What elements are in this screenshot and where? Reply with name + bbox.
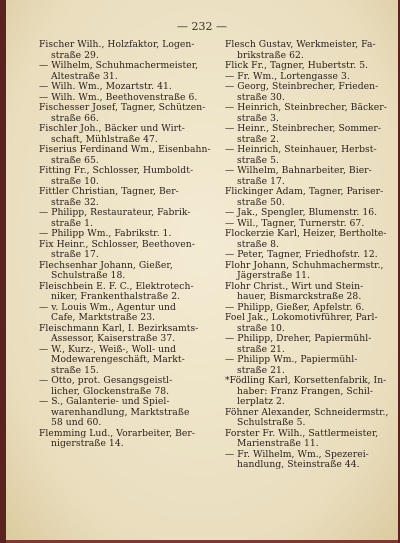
entry-line: 58 und 60. (51, 418, 102, 428)
directory-entry (39, 324, 214, 345)
directory-entry (39, 166, 214, 187)
directory-entry (39, 261, 214, 282)
directory-entry (225, 429, 400, 450)
entry-line: straße 17. (51, 250, 99, 260)
directory-entry (225, 334, 400, 355)
entry-line: Fleischbein E. F. C., Elektrotech- (39, 281, 194, 292)
directory-entry (39, 229, 214, 240)
entry-line: Forster Fr. Wilh., Sattlermeister, (225, 428, 379, 439)
directory-entry (225, 124, 400, 145)
directory-entry (39, 61, 214, 82)
directory-entry (39, 240, 214, 261)
directory-entry (225, 61, 400, 72)
entry-line: — Fr. Wilhelm, Wm., Spezerei- (225, 449, 369, 460)
entry-line: Flechsenhar Johann, Gießer, (39, 260, 173, 271)
entry-line: Fischesser Josef, Tagner, Schützen- (39, 103, 206, 113)
entry-line: — Wilh. Wm., Mozartstr. 41. (39, 82, 172, 92)
entry-line: — Heinr., Steinbrecher, Sommer- (225, 124, 381, 134)
entry-line: — Wil., Tagner, Turnerstr. 67. (225, 218, 365, 229)
entry-line: Fittler Christian, Tagner, Ber- (39, 187, 179, 197)
directory-entry (225, 166, 400, 187)
entry-line: Fischler Joh., Bäcker und Wirt- (39, 124, 185, 134)
entry-line: Fischer Wilh., Holzfaktor, Logen- (39, 40, 195, 50)
directory-entry (39, 82, 214, 93)
entry-line: — Peter, Tagner, Friedhofstr. 12. (225, 250, 378, 260)
entry-line: — W., Kurz-, Weiß-, Woll- und (39, 344, 177, 355)
directory-entry (225, 82, 400, 103)
entry-line: — S., Galanterie- und Spiel- (39, 397, 170, 407)
entry-line: straße 1. (51, 218, 93, 229)
entry-line: straße 65. (51, 155, 99, 166)
entry-line: haber: Franz Frangen, Schil- (237, 386, 374, 397)
directory-entry (39, 345, 214, 377)
directory-entry (39, 40, 214, 61)
entry-line: — Heinrich, Steinbrecher, Bäcker- (225, 103, 387, 113)
directory-entry (39, 429, 214, 450)
entry-line: Modewarengeschäft, Markt- (51, 355, 185, 365)
entry-line: straße 15. (51, 365, 99, 376)
directory-entry (225, 303, 400, 314)
page-number: — 232 — (177, 20, 227, 33)
entry-line: Jägerstraße 11. (237, 271, 311, 281)
entry-line: straße 5. (237, 155, 279, 166)
directory-entry (39, 93, 214, 104)
directory-entry (39, 208, 214, 229)
entry-line: Flemming Lud., Vorarbeiter, Ber- (39, 428, 195, 439)
directory-entry (225, 187, 400, 208)
directory-entry (225, 408, 400, 429)
directory-entry (225, 250, 400, 261)
entry-line: straße 3. (237, 113, 279, 124)
entry-line: straße 10. (51, 176, 99, 187)
entry-line: Föhner Alexander, Schneidermstr., (225, 407, 389, 418)
entry-line: nigerstraße 14. (51, 439, 124, 449)
entry-line: — Jak., Spengler, Blumenstr. 16. (225, 208, 378, 218)
entry-line: straße 66. (51, 113, 99, 124)
entry-line: — Philipp Wm., Papiermühl- (225, 355, 358, 365)
entry-line: Altestraße 31. (51, 71, 118, 82)
entry-line: — Wilh. Wm., Beethovenstraße 6. (39, 92, 198, 103)
entry-line: — Fr. Wm., Lortengasse 3. (225, 71, 350, 82)
directory-entry (225, 229, 400, 250)
entry-line: straße 32. (51, 197, 99, 208)
entry-line: — Heinrich, Steinhauer, Herbst- (225, 145, 377, 155)
entry-line: Flickinger Adam, Tagner, Pariser- (225, 187, 384, 197)
entry-line: Fitting Fr., Schlosser, Humboldt- (39, 166, 194, 176)
entry-line: Flohr Christ., Wirt und Stein- (225, 281, 364, 292)
entry-line: straße 17. (237, 176, 285, 187)
directory-entry (225, 355, 400, 376)
entry-line: handlung, Steinstraße 44. (237, 460, 360, 470)
directory-entry (39, 124, 214, 145)
entry-line: Flick Fr., Tagner, Hubertstr. 5. (225, 61, 369, 71)
entry-line: Marienstraße 11. (237, 439, 319, 449)
entry-line: Flesch Gustav, Werkmeister, Fa- (225, 40, 376, 50)
entry-line: straße 21. (237, 365, 285, 376)
directory-entry (225, 261, 400, 282)
entry-line: Fleischmann Karl, I. Bezirksamts- (39, 323, 199, 334)
entry-line: *Födling Karl, Korsettenfabrik, In- (225, 376, 387, 386)
directory-entry (225, 72, 400, 83)
right-column (225, 40, 400, 471)
directory-entry (225, 282, 400, 303)
directory-entry (39, 145, 214, 166)
entry-line: Fix Heinr., Schlosser, Beethoven- (39, 239, 195, 250)
directory-entry (39, 303, 214, 324)
entry-line: — Philipp, Gießer, Apfelstr. 6. (225, 302, 365, 313)
entry-line: — v. Louis Wm., Agentur und (39, 302, 176, 313)
directory-entry (225, 208, 400, 219)
entry-line: Foel Jak., Lokomotivführer, Parl- (225, 313, 378, 323)
entry-line: Fiserius Ferdinand Wm., Eisenbahn- (39, 145, 211, 155)
entry-line: lerplatz 2. (237, 397, 285, 407)
entry-line: straße 50. (237, 197, 285, 208)
directory-entry (39, 376, 214, 397)
entry-line: straße 21. (237, 344, 285, 355)
entry-line: brikstraße 62. (237, 50, 304, 61)
directory-entry (39, 187, 214, 208)
directory-entry (39, 282, 214, 303)
directory-entry (39, 397, 214, 429)
entry-line: — Philipp, Dreher, Papiermühl- (225, 334, 372, 344)
entry-line: — Georg, Steinbrecher, Frieden- (225, 82, 379, 92)
directory-entry (225, 219, 400, 230)
entry-line: Flohr Johann, Schuhmachermstr., (225, 260, 384, 271)
directory-entry (225, 450, 400, 471)
directory-page (6, 0, 398, 540)
entry-line: — Wilhelm, Schuhmachermeister, (39, 61, 199, 71)
directory-entry (225, 145, 400, 166)
directory-entry (225, 40, 400, 61)
entry-line: warenhandlung, Marktstraße (51, 407, 190, 418)
directory-entry (225, 103, 400, 124)
entry-line: — Philipp Wm., Fabrikstr. 1. (39, 229, 172, 239)
entry-line: schaft, Mühlstraße 47. (51, 134, 158, 145)
entry-line: Assessor, Kaiserstraße 37. (51, 334, 176, 344)
entry-line: straße 8. (237, 239, 279, 250)
directory-entry (225, 313, 400, 334)
entry-line: Schulstraße 18. (51, 271, 126, 281)
entry-line: Schulstraße 5. (237, 418, 306, 428)
left-column (39, 40, 214, 450)
entry-line: Cafe, Marktstraße 23. (51, 313, 156, 323)
entry-line: hauer, Bismarckstraße 28. (237, 292, 362, 302)
directory-entry (39, 103, 214, 124)
entry-line: Flockerzie Karl, Heizer, Bertholte- (225, 229, 387, 239)
entry-line: — Philipp, Restaurateur, Fabrik- (39, 208, 191, 218)
entry-line: — Otto, prot. Gesangsgeistl- (39, 376, 173, 386)
entry-line: — Wilhelm, Bahnarbeiter, Bier- (225, 166, 372, 176)
entry-line: niker, Frankenthalstraße 2. (51, 292, 181, 302)
entry-line: straße 10. (237, 323, 285, 334)
entry-line: straße 30. (237, 92, 285, 103)
directory-entry (225, 376, 400, 408)
entry-line: licher, Glockenstraße 78. (51, 386, 170, 397)
entry-line: straße 29. (51, 50, 99, 61)
entry-line: straße 2. (237, 134, 279, 145)
